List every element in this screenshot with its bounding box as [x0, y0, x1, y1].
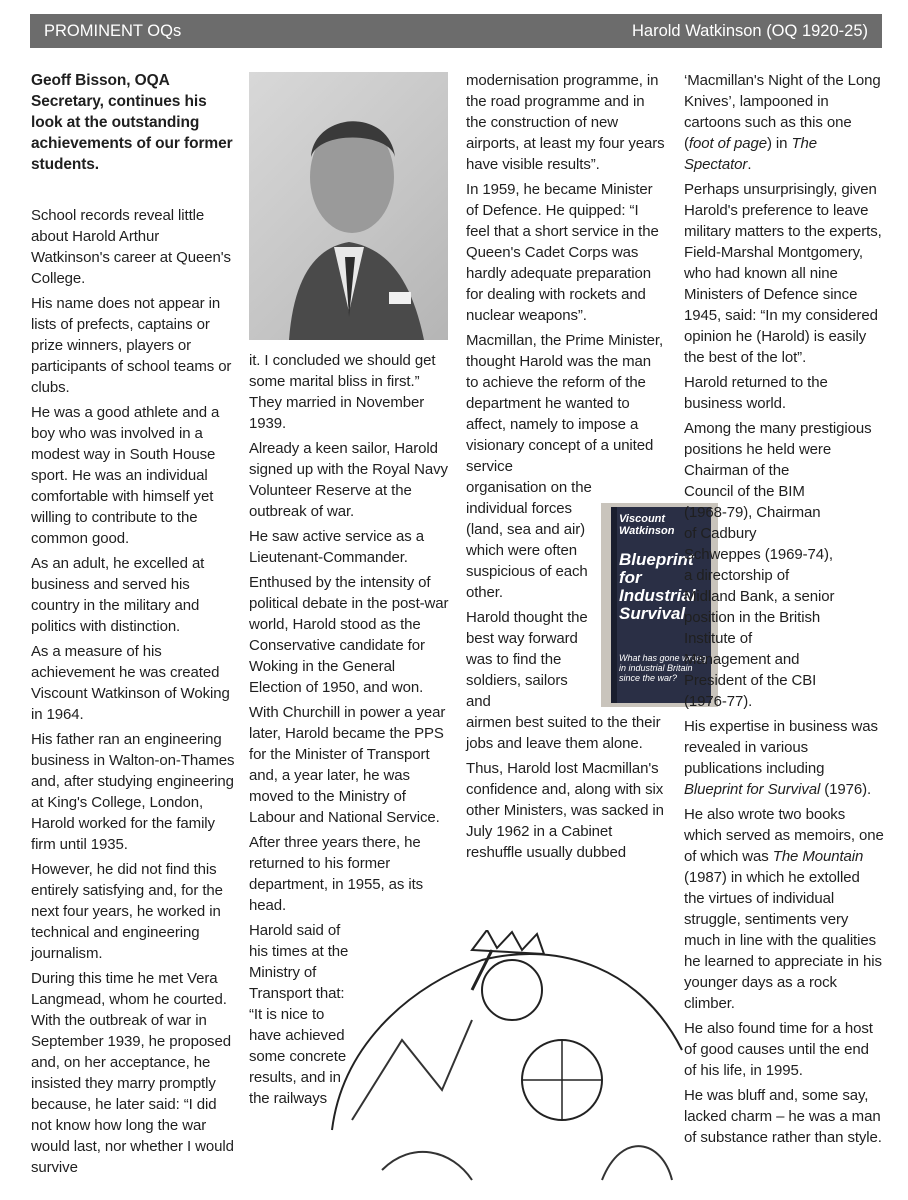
portrait-photo [249, 72, 448, 340]
paragraph: After three years there, he returned to his former department, in 1955, as its head. [249, 834, 424, 914]
cartoon-illustration [322, 930, 694, 1190]
paragraph: He also wrote two books which served as memoirs, one of which was The Mountain (1987) in which he extolled the virtues of individual struggle, sentiments very much in line with the qualities he learned to appreciate in his younger days as a rock climber. [684, 806, 884, 1012]
paragraph: His expertise in business was revealed in various publications including Blueprint for Survival (1976). [684, 718, 878, 798]
paragraph: His name does not appear in lists of prefects, captains or prize winners, players or participants of school teams or clubs. [31, 295, 232, 396]
paragraph: organisation on the individual forces (land, sea and air) which were often suspicious of each other. [466, 479, 592, 601]
paragraph: ‘Macmillan's Night of the Long Knives’, lampooned in cartoons such as this one (foot of page) in The Spectator. [684, 72, 881, 173]
paragraph: Already a keen sailor, Harold signed up with the Royal Navy Volunteer Reserve at the outbreak of war. [249, 440, 448, 520]
paragraph: He saw active service as a Lieutenant-Commander. [249, 528, 424, 566]
paragraph: Chairman of the Council of the BIM (1968-79), Chairman of Cadbury Schweppes (1969-74), a directorship of Midland Bank, a senior position in the British Institute of Management and President of the CBI (1976-77). [684, 462, 835, 710]
paragraph: Thus, Harold lost Macmillan's confidence and, along with six other Ministers, was sacked in July 1962 in a Cabinet reshuffle usually dubbed [466, 760, 664, 861]
paragraph: Perhaps unsurprisingly, given Harold's preference to leave military matters to the experts, Field-Marshal Montgomery, who had known all nine Ministers of Defence since 1945, said: “In my considered opinion he (Harold) is easily the best of the lot”. [684, 181, 882, 366]
column-1 [31, 70, 236, 1182]
paragraph: modernisation programme, in the road programme and in the construction of new airports, at least my four years have visible results”. [466, 72, 665, 173]
paragraph: As a measure of his achievement he was created Viscount Watkinson of Woking in 1964. [31, 643, 230, 723]
paragraph: He was a good athlete and a boy who was involved in a modest way in South House sport. He was an individual comfortable with himself yet willing to contribute to the common good. [31, 404, 220, 547]
paragraph: He was bluff and, some say, lacked charm – he was a man of substance rather than style. [684, 1087, 882, 1146]
paragraph: airmen best suited to the their jobs and leave them alone. [466, 714, 661, 752]
column-3 [466, 70, 666, 867]
paragraph: With Churchill in power a year later, Harold became the PPS for the Minister of Transport and, a year later, he was moved to the Ministry of Labour and National Service. [249, 704, 446, 826]
paragraph: it. I concluded we should get some marital bliss in first.” They married in November 1939. [249, 352, 436, 432]
paragraph: However, he did not find this entirely satisfying and, for the next four years, he worked in technical and engineering journalism. [31, 861, 223, 962]
paragraph: Macmillan, the Prime Minister, thought Harold was the man to achieve the reform of the department he wanted to affect, namely to impose a visionary concept of a united service [466, 332, 664, 475]
paragraph: During this time he met Vera Langmead, whom he courted. With the outbreak of war in September 1939, he proposed and, on her acceptance, he insisted they marry promptly because, he later said: “I did not know how long the war would last, nor whether I would survive [31, 970, 234, 1176]
portrait-icon [249, 72, 448, 340]
paragraph: Harold returned to the business world. [684, 374, 828, 412]
paragraph: Harold said of his times at the Ministry of Transport that: “It is nice to have achieved some concrete results, and in the railways [249, 922, 349, 1107]
cartoon-icon [322, 930, 694, 1190]
book-author: Viscount Watkinson [619, 513, 675, 537]
article-subject: Harold Watkinson (OQ 1920-25) [632, 21, 868, 40]
paragraph: He also found time for a host of good causes until the end of his life, in 1995. [684, 1020, 873, 1079]
column-4 [684, 70, 884, 1152]
paragraph: His father ran an engineering business in Walton-on-Thames and, after studying engineering at King's College, London, Harold worked for the family firm until 1935. [31, 731, 235, 853]
paragraph: Harold thought the best way forward was to find the soldiers, sailors and [466, 609, 588, 710]
paragraph: School records reveal little about Harold Arthur Watkinson's career at Queen's College. [31, 207, 231, 287]
page-header [30, 14, 882, 48]
paragraph: In 1959, he became Minister of Defence. He quipped: “I feel that a short service in the Queen's Cadet Corps was hardly adequate preparation for dealing with rockets and nuclear weapons”. [466, 181, 659, 324]
book-title: Blueprint for Industrial Survival [619, 550, 696, 623]
paragraph: Enthused by the intensity of political debate in the post-war world, Harold stood as the Conservative candidate for Woking in the General Election of 1950, and won. [249, 574, 449, 696]
book-tagline: What has gone wrong in industrial Britain since the war? [619, 653, 707, 683]
paragraph: Among the many prestigious positions he held were [684, 420, 872, 458]
paragraph: As an adult, he excelled at business and served his country in the military and politics with distinction. [31, 555, 205, 635]
intro-standfirst: Geoff Bisson, OQA Secretary, continues his look at the outstanding achievements of our former students. [31, 72, 233, 173]
section-title: PROMINENT OQs [44, 21, 182, 40]
